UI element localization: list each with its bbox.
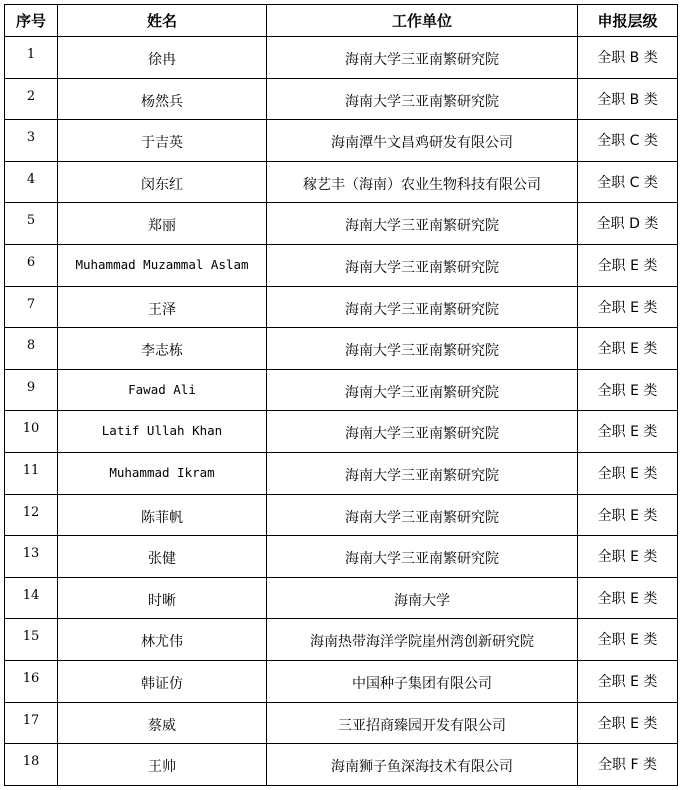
row-unit: 海南大学三亚南繁研究院 [267, 328, 578, 370]
table-row [5, 494, 678, 536]
row-unit: 海南热带海洋学院崖州湾创新研究院 [267, 619, 578, 661]
row-level: 全职 E 类 [578, 536, 678, 578]
row-number: 18 [5, 744, 58, 786]
row-unit: 稼艺丰（海南）农业生物科技有限公司 [267, 161, 578, 203]
table-row [5, 37, 678, 79]
row-level: 全职 B 类 [578, 78, 678, 120]
row-unit: 海南大学三亚南繁研究院 [267, 369, 578, 411]
talent-table [4, 4, 678, 786]
row-level: 全职 B 类 [578, 37, 678, 79]
row-unit: 海南大学三亚南繁研究院 [267, 37, 578, 79]
row-unit: 海南大学三亚南繁研究院 [267, 411, 578, 453]
row-unit: 中国种子集团有限公司 [267, 660, 578, 702]
table-row [5, 660, 678, 702]
row-level: 全职 E 类 [578, 369, 678, 411]
header-name: 姓名 [58, 5, 267, 37]
row-unit: 海南大学三亚南繁研究院 [267, 203, 578, 245]
table-row [5, 161, 678, 203]
table-row [5, 536, 678, 578]
table-row [5, 577, 678, 619]
row-name: 张健 [58, 536, 267, 578]
row-name: 王泽 [58, 286, 267, 328]
row-number: 5 [5, 203, 58, 245]
header-unit: 工作单位 [267, 5, 578, 37]
table-row [5, 244, 678, 286]
header-no: 序号 [5, 5, 58, 37]
table-row [5, 619, 678, 661]
table-row [5, 744, 678, 786]
row-level: 全职 E 类 [578, 286, 678, 328]
row-name: 韩证仿 [58, 660, 267, 702]
row-number: 10 [5, 411, 58, 453]
table-body [5, 37, 678, 786]
row-level: 全职 E 类 [578, 577, 678, 619]
row-name: 郑丽 [58, 203, 267, 245]
table-row [5, 411, 678, 453]
table-header-row [5, 5, 678, 37]
row-unit: 海南大学 [267, 577, 578, 619]
row-name: Fawad Ali [58, 369, 267, 411]
row-level: 全职 E 类 [578, 452, 678, 494]
row-name: 王帅 [58, 744, 267, 786]
row-level: 全职 E 类 [578, 702, 678, 744]
table-row [5, 702, 678, 744]
row-name: 陈菲帆 [58, 494, 267, 536]
row-unit: 海南大学三亚南繁研究院 [267, 536, 578, 578]
row-number: 4 [5, 161, 58, 203]
row-unit: 海南大学三亚南繁研究院 [267, 452, 578, 494]
table-row [5, 78, 678, 120]
row-unit: 海南大学三亚南繁研究院 [267, 78, 578, 120]
row-name: 李志栋 [58, 328, 267, 370]
row-unit: 海南潭牛文昌鸡研发有限公司 [267, 120, 578, 162]
row-number: 9 [5, 369, 58, 411]
row-name: 徐冉 [58, 37, 267, 79]
row-level: 全职 D 类 [578, 203, 678, 245]
row-name: 林尤伟 [58, 619, 267, 661]
row-number: 11 [5, 452, 58, 494]
row-number: 6 [5, 244, 58, 286]
row-number: 13 [5, 536, 58, 578]
row-number: 7 [5, 286, 58, 328]
row-number: 14 [5, 577, 58, 619]
row-level: 全职 E 类 [578, 411, 678, 453]
row-name: 时晰 [58, 577, 267, 619]
talent-table-container [4, 4, 678, 786]
table-row [5, 203, 678, 245]
row-number: 16 [5, 660, 58, 702]
row-number: 15 [5, 619, 58, 661]
row-name: 闵东红 [58, 161, 267, 203]
table-row [5, 452, 678, 494]
row-level: 全职 E 类 [578, 328, 678, 370]
row-number: 12 [5, 494, 58, 536]
row-number: 3 [5, 120, 58, 162]
row-unit: 海南大学三亚南繁研究院 [267, 494, 578, 536]
row-level: 全职 E 类 [578, 660, 678, 702]
table-row [5, 286, 678, 328]
table-row [5, 120, 678, 162]
row-level: 全职 E 类 [578, 244, 678, 286]
header-level: 申报层级 [578, 5, 678, 37]
row-unit: 三亚招商臻园开发有限公司 [267, 702, 578, 744]
row-level: 全职 E 类 [578, 494, 678, 536]
row-name: 蔡威 [58, 702, 267, 744]
row-number: 1 [5, 37, 58, 79]
row-unit: 海南大学三亚南繁研究院 [267, 244, 578, 286]
row-name: Latif Ullah Khan [58, 411, 267, 453]
row-name: 杨然兵 [58, 78, 267, 120]
row-level: 全职 F 类 [578, 744, 678, 786]
row-unit: 海南狮子鱼深海技术有限公司 [267, 744, 578, 786]
row-unit: 海南大学三亚南繁研究院 [267, 286, 578, 328]
row-level: 全职 E 类 [578, 619, 678, 661]
row-name: 于吉英 [58, 120, 267, 162]
row-level: 全职 C 类 [578, 120, 678, 162]
row-number: 8 [5, 328, 58, 370]
row-number: 17 [5, 702, 58, 744]
row-name: Muhammad Ikram [58, 452, 267, 494]
table-row [5, 328, 678, 370]
row-name: Muhammad Muzammal Aslam [58, 244, 267, 286]
row-number: 2 [5, 78, 58, 120]
row-level: 全职 C 类 [578, 161, 678, 203]
table-row [5, 369, 678, 411]
